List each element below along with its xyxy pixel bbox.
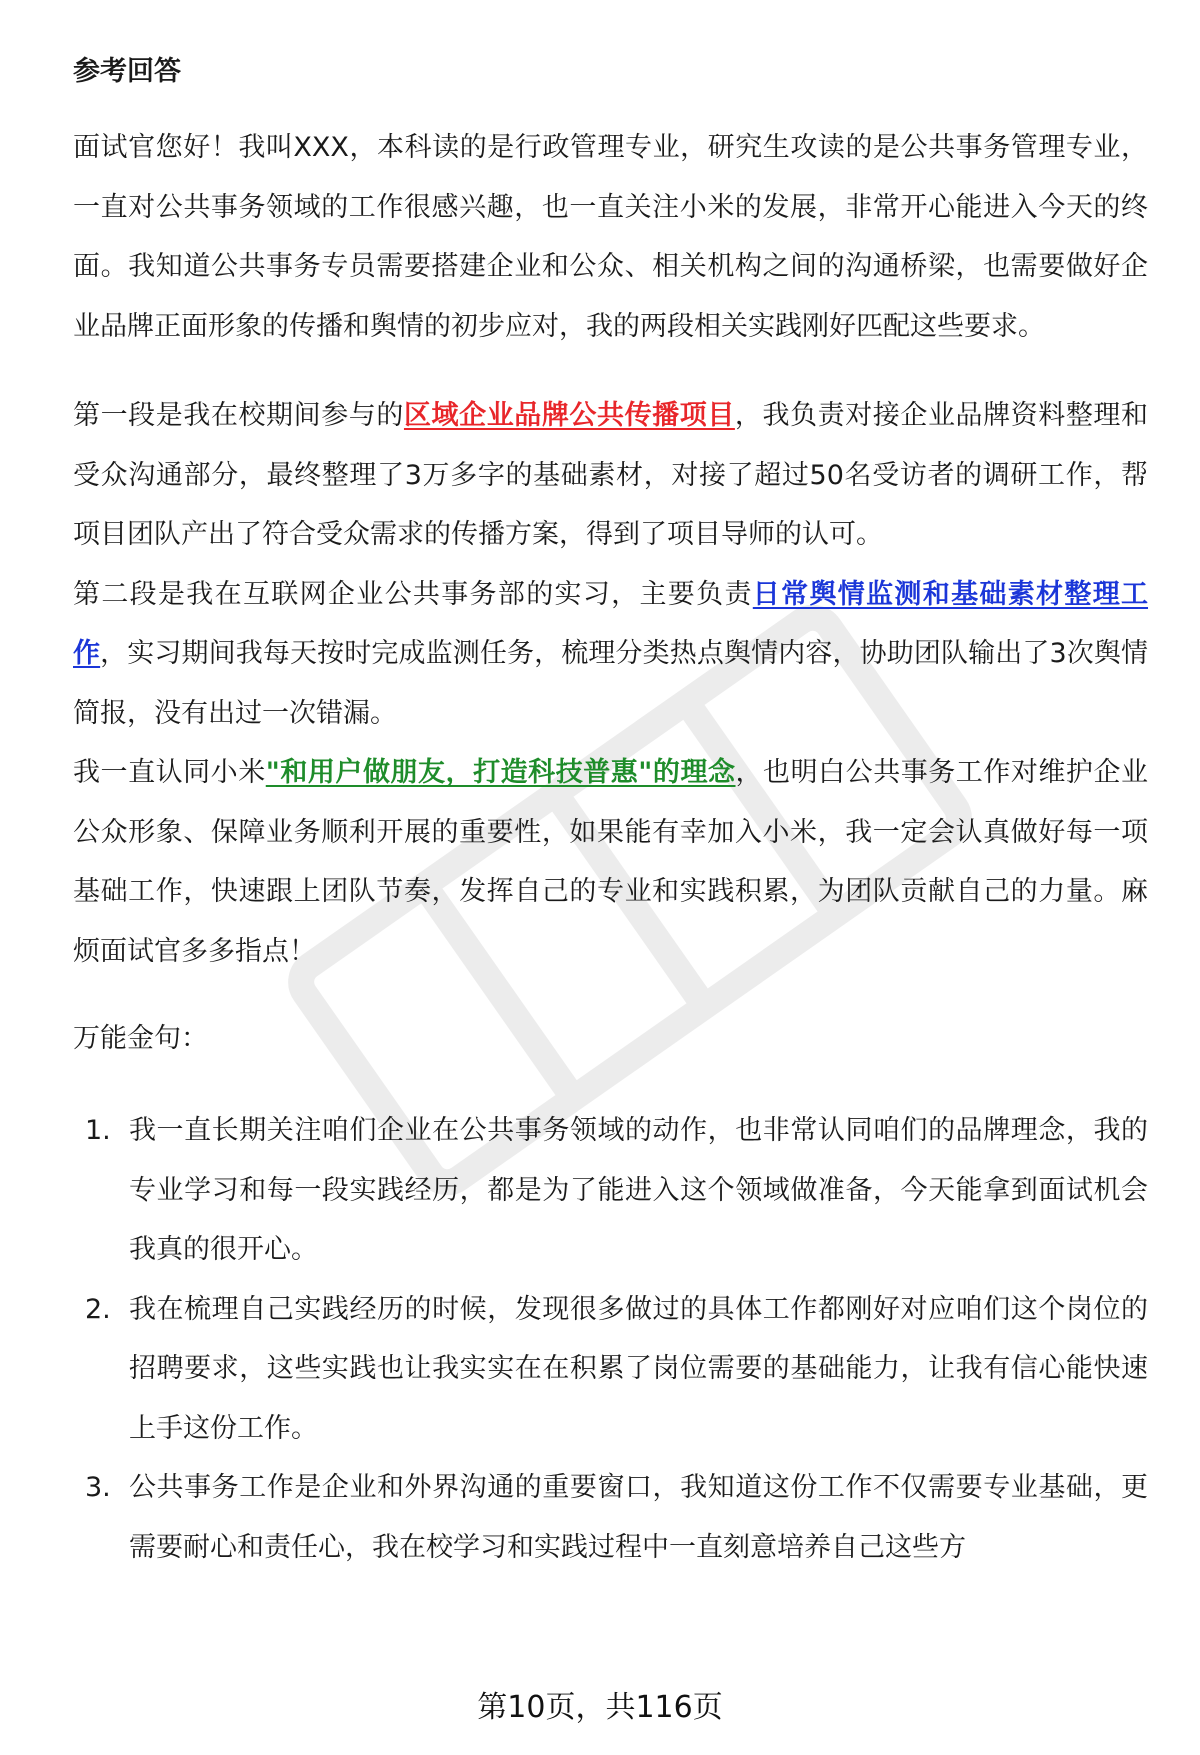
paragraph-gap [73, 356, 1148, 386]
list-item-text: 公共事务工作是企业和外界沟通的重要窗口，我知道这份工作不仅需要专业基础，更需要耐心和责任心，我在校学习和实践过程中一直刻意培养自己这些方 [129, 1472, 1148, 1563]
list-item-number: 2. [85, 1293, 111, 1325]
section-title: 参考回答 [73, 56, 181, 87]
intro-paragraph: 面试官您好！我叫XXX，本科读的是行政管理专业，研究生攻读的是公共事务管理专业，一直对公共事务领域的工作很感兴趣，也一直关注小米的发展，非常开心能进入今天的终面。我知道公共事务专员需要搭建企业和公众、相关机构之间的沟通桥梁，也需要做好企业品牌正面形象的传播和舆情的初步应对，我的两段相关实践刚好匹配这些要求。 [73, 132, 1148, 342]
document-body [73, 52, 1148, 1577]
phrases-list [73, 1101, 1148, 1577]
list-item [73, 1280, 1148, 1459]
closing-paragraph [73, 743, 1148, 981]
list-item-text: 我在梳理自己实践经历的时候，发现很多做过的具体工作都刚好对应咱们这个岗位的招聘要求，这些实践也让我实实在在积累了岗位需要的基础能力，让我有信心能快速上手这份工作。 [129, 1293, 1148, 1444]
highlight-project-name: 区域企业品牌公共传播项目 [403, 400, 735, 431]
experience-paragraph-1 [73, 386, 1148, 565]
closing-lead: 我一直认同小米 [73, 757, 266, 788]
phrases-label: 万能金句： [73, 1023, 208, 1054]
list-item [73, 1101, 1148, 1280]
experience-2-lead: 第二段是我在互联网企业公共事务部的实习，主要负责 [73, 578, 753, 610]
list-item-text: 我一直长期关注咱们企业在公共事务领域的动作，也非常认同咱们的品牌理念，我的专业学习和每一段实践经历，都是为了能进入这个领域做准备，今天能拿到面试机会我真的很开心。 [129, 1115, 1148, 1265]
experience-1-lead: 第一段是我在校期间参与的 [73, 400, 404, 431]
page-footer: 第10页，共116页 [477, 1690, 723, 1725]
experience-paragraph-2 [73, 565, 1148, 744]
experience-1-detail: ，我负责对接企业品牌资料整理和受众沟通部分，最终整理了3万多字的基础素材，对接了超过50名受访者的调研工作，帮项目团队产出了符合受众需求的传播方案，得到了项目导师的认可。 [73, 400, 1149, 550]
closing-detail: ，也明白公共事务工作对维护企业公众形象、保障业务顺利开展的重要性，如果能有幸加入小米，我一定会认真做好每一项基础工作，快速跟上团队节奏，发挥自己的专业和实践积累，为团队贡献自己的力量。麻烦面试官多多指点！ [73, 757, 1149, 967]
paragraph-gap [73, 981, 1148, 1011]
experience-2-detail: ，实习期间我每天按时完成监测任务，梳理分类热点舆情内容，协助团队输出了3次舆情简报，没有出过一次错漏。 [73, 638, 1148, 729]
highlight-internship-duty: 日常舆情监测和基础素材整理工作 [73, 578, 1149, 669]
highlight-brand-philosophy: "和用户做朋友，打造科技普惠"的理念 [265, 757, 736, 788]
list-item [73, 1458, 1148, 1577]
list-item-number: 1. [85, 1115, 111, 1146]
list-item-number: 3. [85, 1472, 111, 1503]
